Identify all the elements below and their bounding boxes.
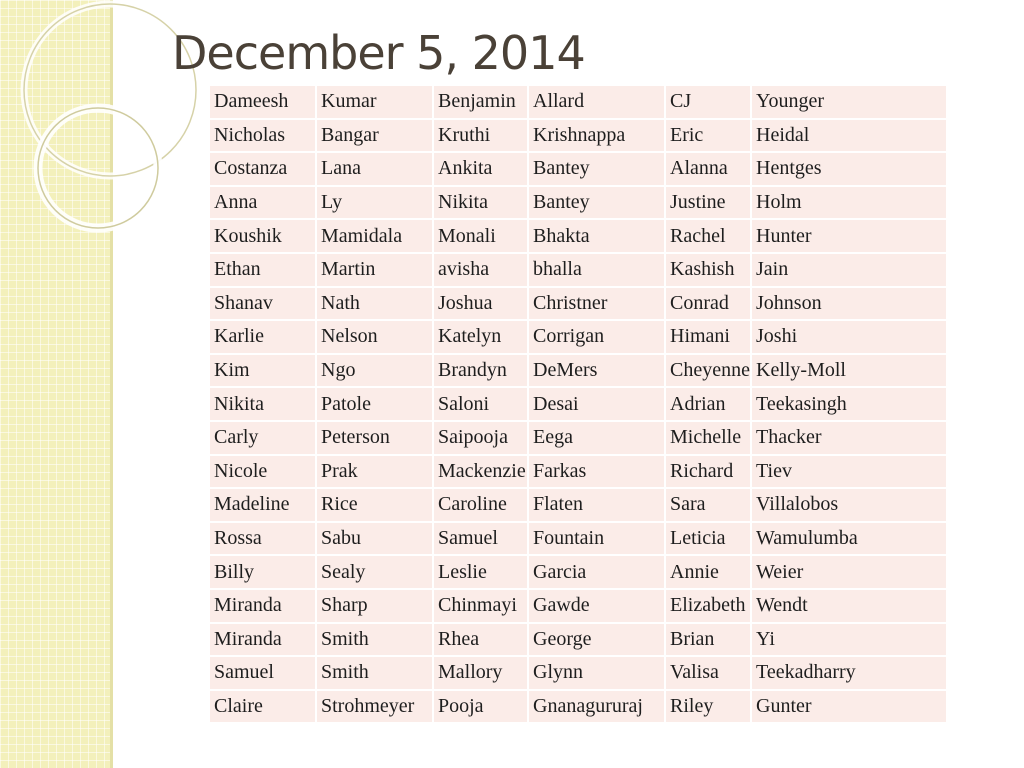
cell-last-name: Fountain <box>528 522 665 556</box>
cell-first-name: Karlie <box>210 320 316 354</box>
cell-first-name: Elizabeth <box>665 589 751 623</box>
cell-first-name: Costanza <box>210 152 316 186</box>
cell-first-name: Chinmayi <box>433 589 528 623</box>
cell-last-name: Bantey <box>528 186 665 220</box>
table-row <box>210 488 947 522</box>
cell-first-name: Rachel <box>665 219 751 253</box>
cell-first-name: Nicole <box>210 455 316 489</box>
table-row <box>210 656 947 690</box>
cell-last-name: Rice <box>316 488 433 522</box>
cell-last-name: Wendt <box>751 589 947 623</box>
table-row <box>210 287 947 321</box>
cell-first-name: Joshua <box>433 287 528 321</box>
cell-first-name: Pooja <box>433 690 528 724</box>
cell-last-name: Bangar <box>316 119 433 153</box>
cell-last-name: Sealy <box>316 555 433 589</box>
table-row <box>210 387 947 421</box>
cell-last-name: Teekadharry <box>751 656 947 690</box>
cell-first-name: Richard <box>665 455 751 489</box>
cell-first-name: Cheyenne <box>665 354 751 388</box>
cell-last-name: Jain <box>751 253 947 287</box>
cell-first-name: Miranda <box>210 589 316 623</box>
slide-title: December 5, 2014 <box>172 26 585 80</box>
cell-last-name: Allard <box>528 86 665 119</box>
cell-first-name: Anna <box>210 186 316 220</box>
cell-first-name: Conrad <box>665 287 751 321</box>
cell-last-name: Heidal <box>751 119 947 153</box>
table-row <box>210 421 947 455</box>
table-row <box>210 119 947 153</box>
table-row <box>210 589 947 623</box>
cell-last-name: Weier <box>751 555 947 589</box>
decorative-rings <box>0 0 200 260</box>
cell-first-name: CJ <box>665 86 751 119</box>
cell-first-name: Mackenzie <box>433 455 528 489</box>
cell-last-name: Smith <box>316 623 433 657</box>
cell-first-name: Madeline <box>210 488 316 522</box>
cell-first-name: Nikita <box>210 387 316 421</box>
cell-first-name: Dameesh <box>210 86 316 119</box>
cell-last-name: Thacker <box>751 421 947 455</box>
cell-first-name: Brandyn <box>433 354 528 388</box>
cell-first-name: Justine <box>665 186 751 220</box>
cell-last-name: Mamidala <box>316 219 433 253</box>
cell-first-name: Brian <box>665 623 751 657</box>
cell-last-name: Kelly-Moll <box>751 354 947 388</box>
cell-last-name: Prak <box>316 455 433 489</box>
cell-first-name: Nikita <box>433 186 528 220</box>
cell-last-name: Gunter <box>751 690 947 724</box>
cell-last-name: Lana <box>316 152 433 186</box>
cell-first-name: Leticia <box>665 522 751 556</box>
cell-first-name: Kim <box>210 354 316 388</box>
cell-last-name: Kumar <box>316 86 433 119</box>
cell-first-name: Riley <box>665 690 751 724</box>
cell-first-name: Adrian <box>665 387 751 421</box>
cell-first-name: Valisa <box>665 656 751 690</box>
cell-first-name: Eric <box>665 119 751 153</box>
cell-last-name: Teekasingh <box>751 387 947 421</box>
cell-first-name: Shanav <box>210 287 316 321</box>
table-row <box>210 555 947 589</box>
cell-last-name: Strohmeyer <box>316 690 433 724</box>
cell-first-name: Monali <box>433 219 528 253</box>
cell-last-name: Hunter <box>751 219 947 253</box>
cell-last-name: Ngo <box>316 354 433 388</box>
cell-first-name: Michelle <box>665 421 751 455</box>
cell-first-name: Mallory <box>433 656 528 690</box>
table-row <box>210 690 947 724</box>
cell-first-name: Leslie <box>433 555 528 589</box>
cell-last-name: Hentges <box>751 152 947 186</box>
cell-last-name: Villalobos <box>751 488 947 522</box>
cell-last-name: Smith <box>316 656 433 690</box>
table-row <box>210 186 947 220</box>
cell-last-name: Peterson <box>316 421 433 455</box>
cell-last-name: Johnson <box>751 287 947 321</box>
cell-last-name: Sabu <box>316 522 433 556</box>
cell-last-name: Martin <box>316 253 433 287</box>
cell-last-name: Flaten <box>528 488 665 522</box>
cell-last-name: Desai <box>528 387 665 421</box>
cell-last-name: Nath <box>316 287 433 321</box>
cell-last-name: Christner <box>528 287 665 321</box>
cell-first-name: Kruthi <box>433 119 528 153</box>
cell-first-name: Himani <box>665 320 751 354</box>
cell-first-name: Carly <box>210 421 316 455</box>
cell-first-name: Ankita <box>433 152 528 186</box>
cell-last-name: Gnanagururaj <box>528 690 665 724</box>
cell-first-name: Alanna <box>665 152 751 186</box>
table-row <box>210 86 947 119</box>
cell-last-name: Farkas <box>528 455 665 489</box>
cell-last-name: Corrigan <box>528 320 665 354</box>
table-row <box>210 253 947 287</box>
cell-last-name: Holm <box>751 186 947 220</box>
cell-first-name: Billy <box>210 555 316 589</box>
cell-last-name: Garcia <box>528 555 665 589</box>
cell-last-name: Gawde <box>528 589 665 623</box>
cell-last-name: Glynn <box>528 656 665 690</box>
cell-first-name: avisha <box>433 253 528 287</box>
cell-last-name: George <box>528 623 665 657</box>
cell-first-name: Miranda <box>210 623 316 657</box>
cell-last-name: Wamulumba <box>751 522 947 556</box>
cell-last-name: bhalla <box>528 253 665 287</box>
cell-first-name: Claire <box>210 690 316 724</box>
cell-first-name: Kashish <box>665 253 751 287</box>
table-row <box>210 219 947 253</box>
cell-first-name: Benjamin <box>433 86 528 119</box>
cell-first-name: Saipooja <box>433 421 528 455</box>
cell-first-name: Ethan <box>210 253 316 287</box>
cell-first-name: Nicholas <box>210 119 316 153</box>
cell-last-name: Krishnappa <box>528 119 665 153</box>
cell-last-name: Patole <box>316 387 433 421</box>
cell-first-name: Annie <box>665 555 751 589</box>
table-row <box>210 354 947 388</box>
cell-last-name: Ly <box>316 186 433 220</box>
table-row <box>210 152 947 186</box>
cell-last-name: Nelson <box>316 320 433 354</box>
cell-last-name: DeMers <box>528 354 665 388</box>
table-row <box>210 522 947 556</box>
cell-last-name: Younger <box>751 86 947 119</box>
cell-first-name: Rossa <box>210 522 316 556</box>
table-row <box>210 320 947 354</box>
cell-last-name: Yi <box>751 623 947 657</box>
cell-last-name: Sharp <box>316 589 433 623</box>
cell-first-name: Katelyn <box>433 320 528 354</box>
cell-first-name: Rhea <box>433 623 528 657</box>
cell-first-name: Koushik <box>210 219 316 253</box>
cell-last-name: Joshi <box>751 320 947 354</box>
cell-first-name: Saloni <box>433 387 528 421</box>
cell-last-name: Bhakta <box>528 219 665 253</box>
cell-first-name: Samuel <box>210 656 316 690</box>
cell-last-name: Eega <box>528 421 665 455</box>
cell-first-name: Sara <box>665 488 751 522</box>
cell-first-name: Samuel <box>433 522 528 556</box>
cell-last-name: Bantey <box>528 152 665 186</box>
table-row <box>210 623 947 657</box>
cell-first-name: Caroline <box>433 488 528 522</box>
roster-table <box>210 86 948 724</box>
cell-last-name: Tiev <box>751 455 947 489</box>
table-row <box>210 455 947 489</box>
